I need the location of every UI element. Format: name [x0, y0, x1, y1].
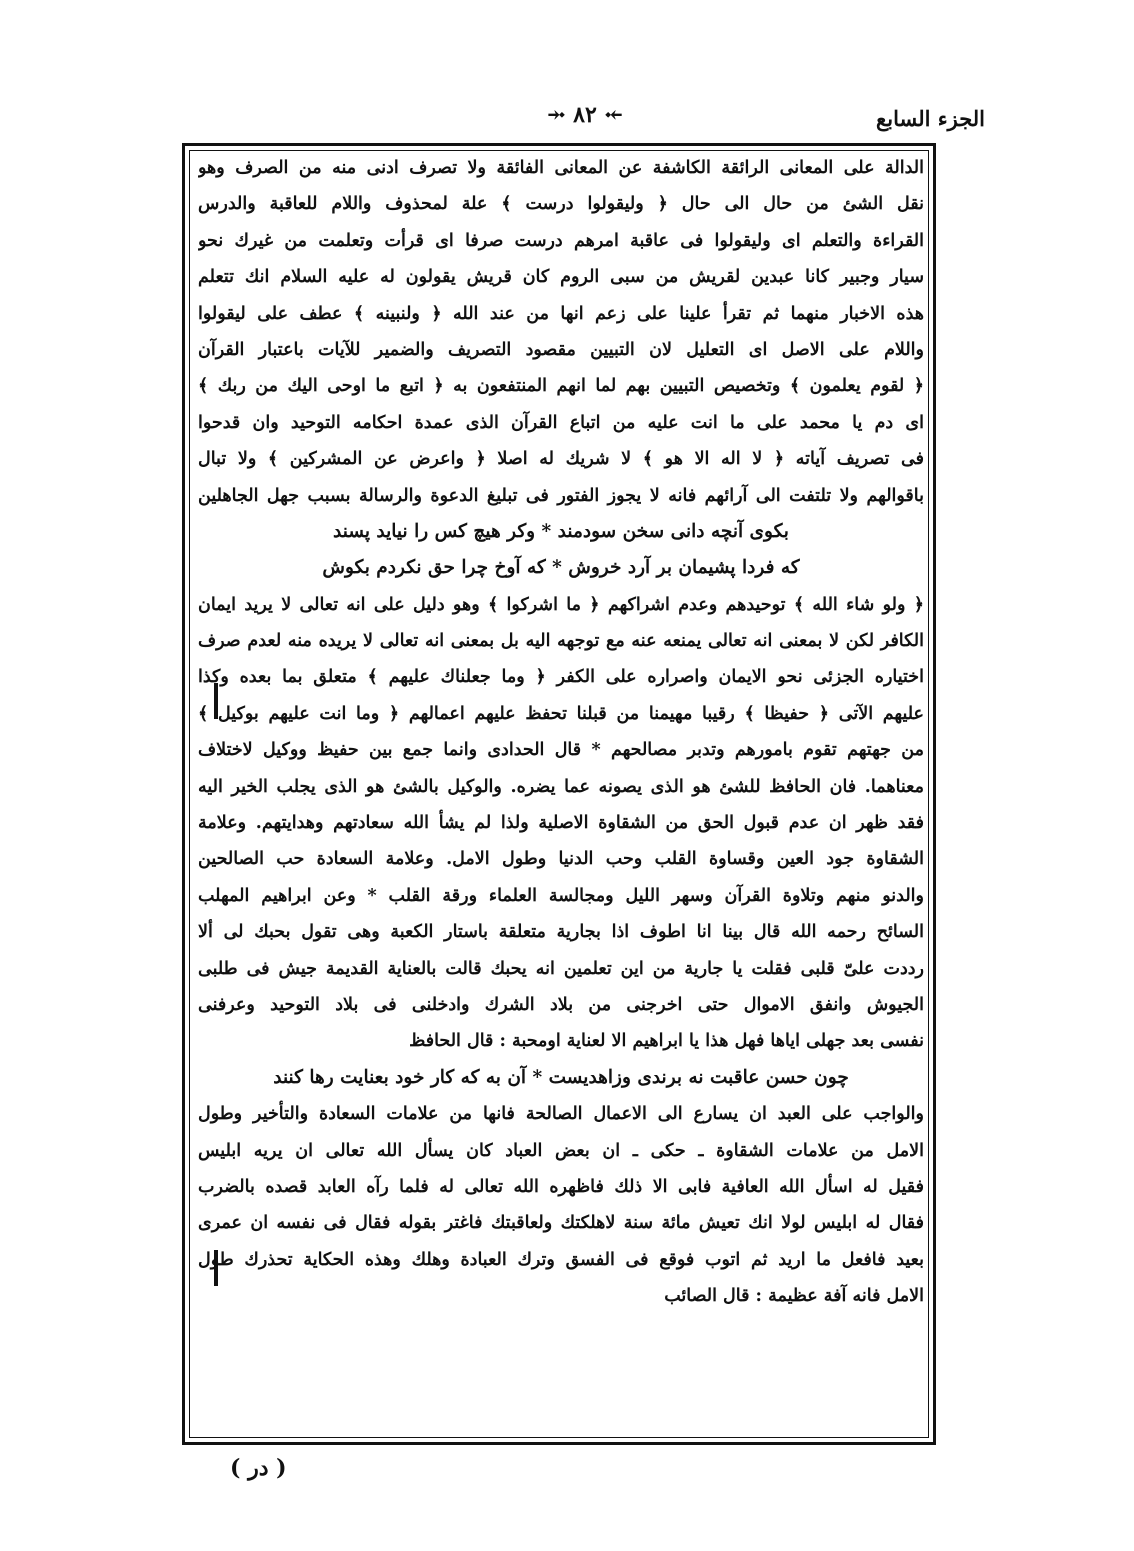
text-line: الامل فانه آفة عظيمة : قال الصائب: [664, 1286, 924, 1307]
text-line: سيار وجبير كانا عبدين لقريش من سبى الروم كان قريش يقولون له عليه السلام انك تتعلم: [198, 267, 924, 288]
section-title: الجزء السابع: [876, 106, 985, 131]
text-line: نقل الشئ من حال الى حال ﴿ وليقولوا درست ﴾ علة لمحذوف واللام للعاقبة والدرس: [198, 194, 924, 215]
text-line: هذه الاخبار منهما ثم تقرأ علينا على زعم انها من عند الله ﴿ ولنبينه ﴾ عطف على ليقولوا: [198, 303, 924, 324]
verse-line: كه فردا پشيمان بر آرد خروش * كه آوخ چرا حق نكردم بكوش: [322, 557, 800, 579]
text-line: ﴿ ولو شاء الله ﴾ توحيدهم وعدم اشراكهم ﴿ ما اشركوا ﴾ وهو دليل على انه تعالى لا يريد ايمان: [198, 594, 924, 615]
text-body: [198, 150, 924, 1315]
text-line: الشقاوة جود العين وقساوة القلب وحب الدنيا وطول الامل. وعلامة السعادة حب الصالحين: [198, 849, 924, 870]
text-line: بعيد فافعل ما اريد ثم اتوب فوقع فى الفسق وترك العبادة وهلك وهذه الحكاية تحذرك طول: [198, 1249, 924, 1270]
text-line: السائح رحمه الله قال بينا انا اطوف اذا بجارية متعلقة باستار الكعبة وهى تقول بحبك لى ألا: [198, 922, 924, 943]
text-line: الجيوش وانفق الاموال حتى اخرجنى من بلاد الشرك وادخلنى فى بلاد التوحيد وعرفنى: [198, 994, 924, 1015]
text-line: فقد ظهر ان عدم قبول الحق من الشقاوة الاصلية ولذا لم يشأ الله سعادتهم وهدايتهم. وعلامة: [198, 813, 924, 834]
text-line: فى تصريف آياته ﴿ لا اله الا هو ﴾ لا شريك له اصلا ﴿ واعرض عن المشركين ﴾ ولا تبال: [198, 449, 924, 470]
footer-signature: ( در ): [230, 1455, 287, 1481]
page-header: [185, 100, 985, 144]
text-line: الدالة على المعانى الرائقة الكاشفة عن المعانى الفائقة ولا تصرف ادنى منه من الصرف وهو: [198, 158, 924, 178]
page-number: ⤝ ٨٢ ⤞: [547, 102, 623, 128]
text-line: القراءة والتعلم اى وليقولوا فى عاقبة امرهم درست صرفا اى قرأت وتعلمت من غيرك نحو: [198, 230, 924, 251]
text-line: والدنو منهم وتلاوة القرآن وسهر الليل ومجالسة العلماء ورقة القلب * وعن ابراهيم المهلب: [198, 885, 924, 906]
text-line: الامل من علامات الشقاوة ـ حكى ـ ان بعض العباد كان يسأل الله تعالى ان يريه ابليس: [198, 1140, 924, 1161]
text-line: باقوالهم ولا تلتفت الى آرائهم فانه لا يجوز الفتور فى تبليغ الدعوة والرسالة بسبب جهل الجاهلين: [198, 485, 924, 506]
text-line: عليهم الآتى ﴿ حفيظا ﴾ رقيبا مهيمنا من قبلنا تحفظ عليهم اعمالهم ﴿ وما انت عليهم بوكيل ﴾: [198, 703, 924, 724]
text-line: والواجب على العبد ان يسارع الى الاعمال الصالحة فانها من علامات السعادة والتأخير وطول: [198, 1104, 924, 1125]
text-line: فقيل له اسأل الله العافية فابى الا ذلك فاظهره الله تعالى له فلما رآه العابد قصده بالضرب: [198, 1176, 924, 1197]
text-line: اى دم يا محمد على ما انت عليه من اتباع القرآن الذى عمدة احكامه التوحيد وان قدحوا: [198, 412, 924, 433]
text-line: فقال له ابليس لولا انك تعيش مائة سنة لاهلكتك ولعاقبتك فاغتر بقوله فقال فى نفسه ان عمرى: [198, 1213, 924, 1234]
text-line: معناهما. فان الحافظ للشئ هو الذى يصونه عما يضره. والوكيل بالشئ هو الذى يجلب الخير اليه: [198, 776, 924, 797]
text-line: رددت علىّ قلبى فقلت يا جارية من اين تعلمين انه يحبك قالت بالعناية القديمة جيش فى طلبى: [198, 958, 924, 979]
text-line: الكافر لكن لا بمعنى انه تعالى يمنعه عنه مع توجهه اليه بل بمعنى انه تعالى لا يريده منه لعدم صرف: [198, 631, 924, 652]
text-line: اختياره الجزئى نحو الايمان واصراره على الكفر ﴿ وما جعلناك عليهم ﴾ متعلق بما بعده وكذا: [198, 667, 924, 688]
text-line: من جهتهم تقوم بامورهم وتدبر مصالحهم * قال الحدادى وانما جمع بين حفيظ ووكيل لاختلاف: [198, 740, 924, 761]
verse-line: بكوى آنچه دانى سخن سودمند * وكر هيچ كس را نيايد پسند: [333, 520, 789, 542]
text-line: ﴿ لقوم يعلمون ﴾ وتخصيص التبيين بهم لما انهم المنتفعون به ﴿ اتبع ما اوحى اليك من ربك ﴾: [198, 376, 924, 397]
text-line: واللام على الاصل اى التعليل لان التبيين مقصود التصريف والضمير للآيات باعتبار القرآن: [198, 339, 924, 360]
verse-line: چون حسن عاقبت نه برندى وزاهديست * آن به كه كار خود بعنايت رها كنند: [273, 1066, 849, 1088]
text-line: نفسى بعد جهلى اياها فهل هذا يا ابراهيم الا لعناية اومحبة : قال الحافظ: [409, 1031, 924, 1052]
